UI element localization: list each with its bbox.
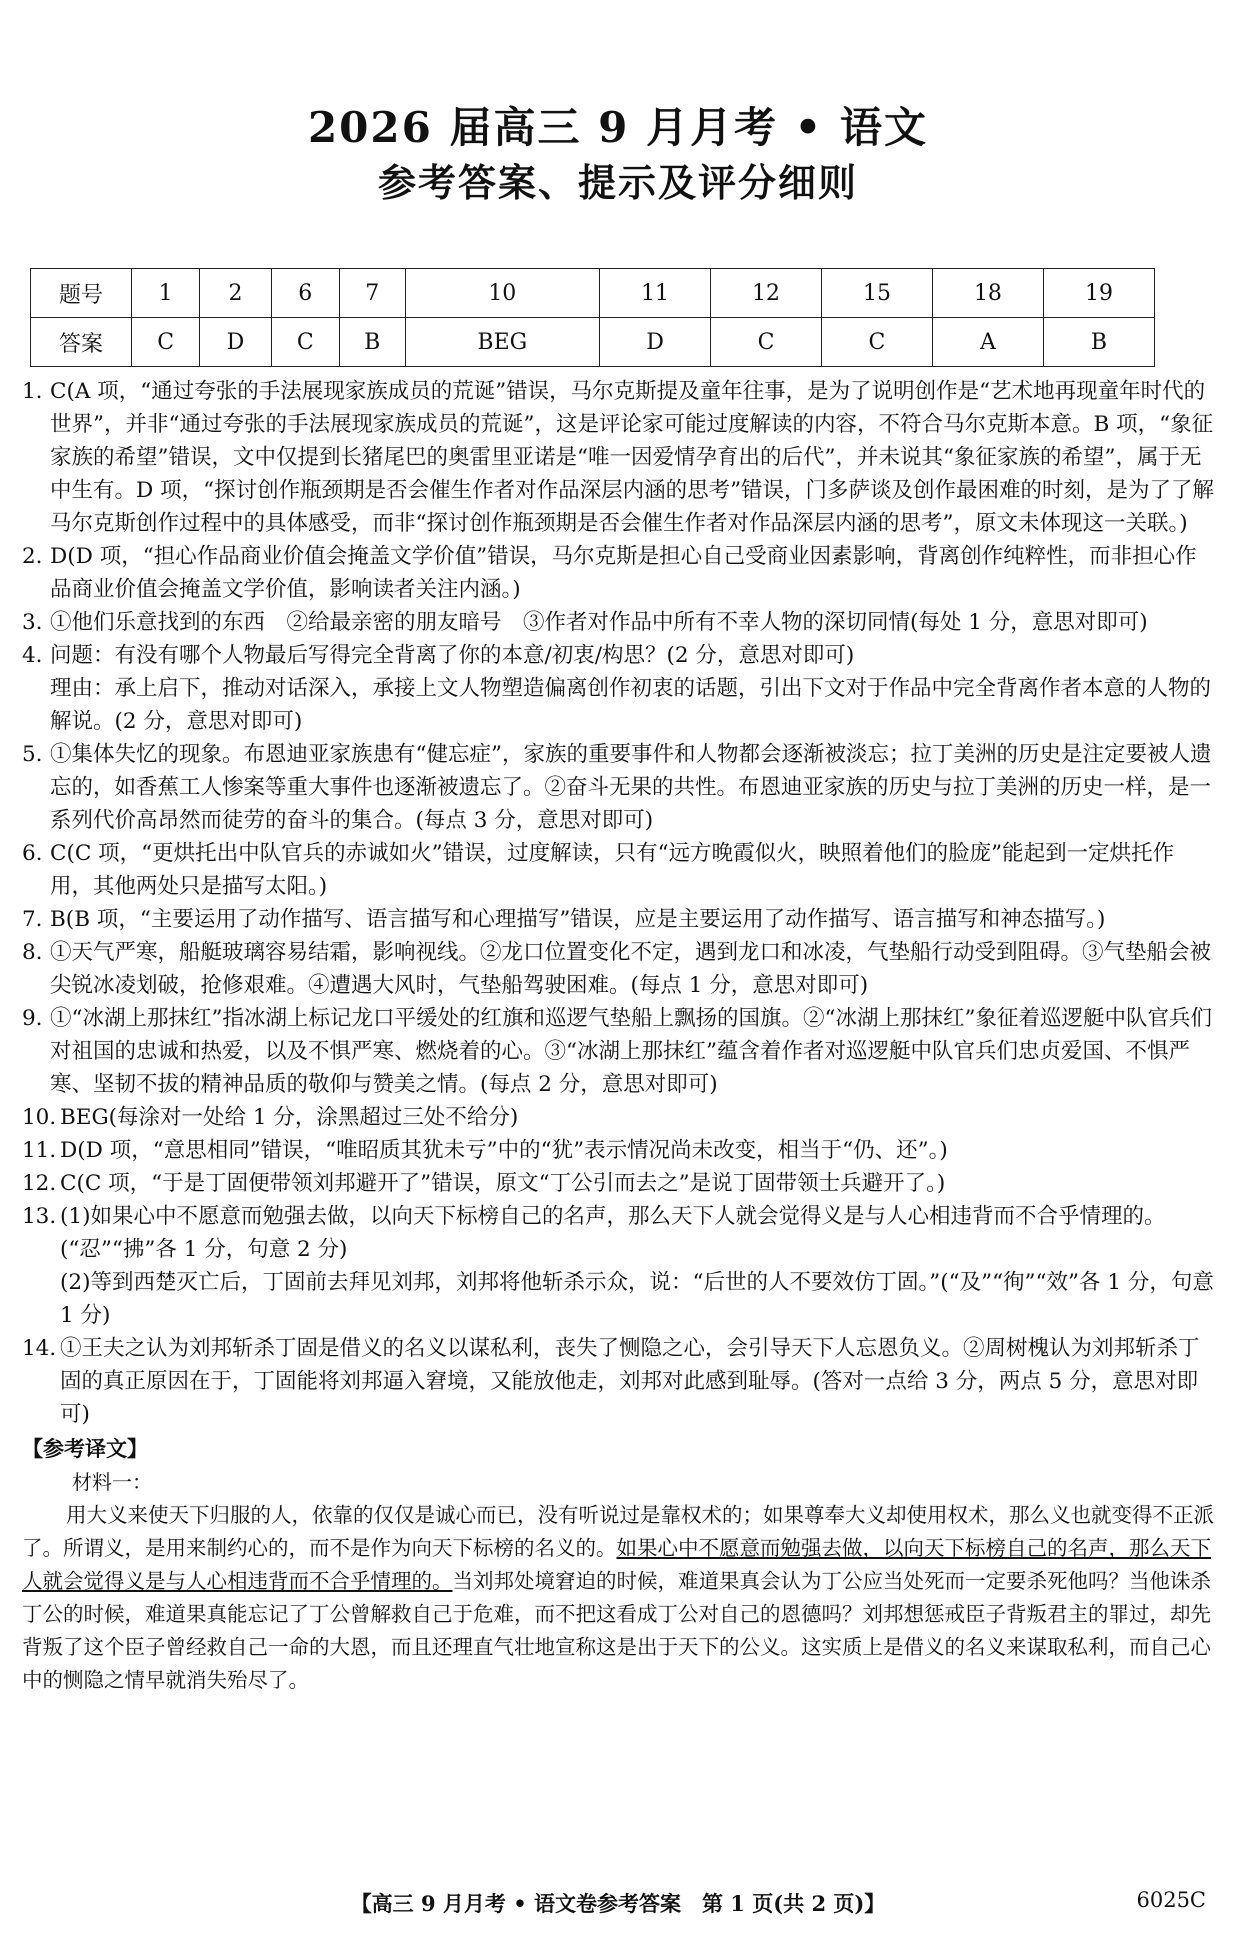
explanation-item: [22, 1332, 1217, 1431]
reference-heading: 【参考译文】: [22, 1437, 148, 1461]
answer-explanations: [22, 375, 1217, 1697]
item-text: C(C 项，“更烘托出中队官兵的赤诚如火”错误，过度解读，只有“远方晚霞似火，映照着他们的脸庞”能起到一定烘托作用，其他两处只是描写太阳。): [50, 841, 1175, 899]
question-number-cell: 12: [711, 269, 822, 318]
answer-cell: B: [339, 318, 405, 367]
item-number: 7.: [22, 907, 43, 932]
explanation-item: [22, 1134, 1217, 1167]
answer-cell: C: [271, 318, 339, 367]
item-number: 4.: [22, 643, 43, 668]
question-number-cell: 18: [932, 269, 1043, 318]
explanation-item: [22, 1167, 1217, 1200]
item-number: 8.: [22, 940, 43, 965]
item-text: ①“冰湖上那抹红”指冰湖上标记龙口平缓处的红旗和巡逻气垫船上飘扬的国旗。②“冰湖上那抹红”象征着巡逻艇中队官兵们对祖国的忠诚和热爱，以及不惧严寒、燃烧着的心。③“冰湖上那抹红”蕴含着作者对巡逻艇中队官兵们忠贞爱国、不惧严寒、坚韧不拔的精神品质的敬仰与赞美之情。(每点 2 分，意思对即可): [50, 1006, 1212, 1097]
item-text: C(A 项，“通过夸张的手法展现家族成员的荒诞”错误，马尔克斯提及童年往事，是为了说明创作是“艺术地再现童年时代的世界”，并非“通过夸张的手法展现家族成员的荒诞”，这是评论家可能过度解读的内容，不符合马尔克斯本意。B 项，“象征家族的希望”错误，文中仅提到长猪尾巴的奥雷里亚诺是“唯一因爱情孕育出的后代”，并未说其“象征家族的希望”，属于无中生有。D 项，“探讨创作瓶颈期是否会催生作者对作品深层内涵的思考”错误，门多萨谈及创作最困难的时刻，是为了了解马尔克斯创作过程中的具体感受，而非“探讨创作瓶颈期是否会催生作者对作品深层内涵的思考”，原文未体现这一关联。): [50, 379, 1215, 536]
item-number: 11.: [22, 1138, 57, 1163]
item-text: D(D 项，“担心作品商业价值会掩盖文学价值”错误，马尔克斯是担心自己受商业因素影响，背离创作纯粹性，而非担心作品商业价值会掩盖文学价值，影响读者关注内涵。): [50, 544, 1197, 602]
translation-text: 当刘邦处境窘迫的时候，难道果真会认为丁公应当处死而一定要杀死他吗？当他诛杀丁公的时候，难道果真能忘记了丁公曾解救自己于危难，而不把这看成丁公对自己的恩德吗？刘邦想惩戒臣子背叛君主的罪过，却先背叛了这个臣子曾经救自己一命的大恩，而且还理直气壮地宣称这是出于天下的公义。这实质上是借义的名义来谋取私利，而自己心中的恻隐之情早就消失殆尽了。: [22, 1569, 1211, 1692]
answer-cell: C: [132, 318, 200, 367]
explanation-item: [22, 738, 1217, 837]
explanation-item: [22, 903, 1217, 936]
page-subtitle: 参考答案、提示及评分细则: [377, 160, 858, 205]
answer-cell: D: [200, 318, 271, 367]
item-number: 9.: [22, 1006, 43, 1031]
item-subtext: 理由：承上启下，推动对话深入，承接上文人物塑造偏离创作初衷的话题，引出下文对于作品中完全背离作者本意的人物的解说。(2 分，意思对即可): [50, 676, 1212, 734]
question-number-cell: 6: [271, 269, 339, 318]
material-title: 材料一：: [72, 1470, 152, 1494]
question-number-row: [31, 269, 1155, 318]
question-number-cell: 11: [600, 269, 711, 318]
item-text: ①天气严寒，船艇玻璃容易结霜，影响视线。②龙口位置变化不定，遇到龙口和冰凌，气垫船行动受到阻碍。③气垫船会被尖锐冰凌划破，抢修艰难。④遭遇大风时，气垫船驾驶困难。(每点 1 分，意思对即可): [50, 940, 1212, 998]
question-number-cell: 2: [200, 269, 271, 318]
question-number-cell: 7: [339, 269, 405, 318]
translation-text: 用大义来使天下归服的人，依靠的仅仅是诚心而已，没有听说过是靠权术的；如果尊奉大义却使用权术，那么义也就变得不正派了。所谓义，是用来制约心的，而不是作为向天下标榜的名义的。: [22, 1503, 1214, 1560]
item-number: 5.: [22, 742, 43, 767]
question-number-cell: 15: [821, 269, 932, 318]
explanation-item: [22, 1200, 1217, 1332]
row-label-answer: 答案: [31, 318, 132, 367]
question-number-cell: 19: [1043, 269, 1154, 318]
item-text: 问题：有没有哪个人物最后写得完全背离了你的本意/初衷/构思？(2 分，意思对即可): [50, 643, 855, 668]
answer-cell: BEG: [405, 318, 599, 367]
question-number-cell: 10: [405, 269, 599, 318]
translation-paragraph: [22, 1499, 1217, 1697]
row-label-question: 题号: [31, 269, 132, 318]
answer-cell: D: [600, 318, 711, 367]
item-text: ①他们乐意找到的东西 ②给最亲密的朋友暗号 ③作者对作品中所有不幸人物的深切同情(每处 1 分，意思对即可): [50, 610, 1148, 635]
answer-cell: C: [821, 318, 932, 367]
answer-cell: A: [932, 318, 1043, 367]
explanation-item: [22, 606, 1217, 639]
question-number-cell: 1: [132, 269, 200, 318]
explanation-item: [22, 936, 1217, 1002]
item-text: (1)如果心中不愿意而勉强去做，以向天下标榜自己的名声，那么天下人就会觉得义是与人心相违背而不合乎情理的。(“忍”“拂”各 1 分，句意 2 分): [60, 1204, 1166, 1262]
explanation-item: [22, 540, 1217, 606]
translation-underlined-text: 如果心中不愿意而勉强去做，以向天下标榜自己的名声，那么天下人就会觉得义是与人心相违背而不合乎情理的。: [22, 1536, 1211, 1593]
explanation-item: [22, 1101, 1217, 1134]
item-number: 3.: [22, 610, 43, 635]
item-number: 1.: [22, 379, 43, 404]
item-number: 12.: [22, 1171, 57, 1196]
item-text: C(C 项，“于是丁固便带领刘邦避开了”错误，原文“丁公引而去之”是说丁固带领士兵避开了。): [60, 1171, 946, 1196]
explanation-item: [22, 375, 1217, 540]
explanation-item: [22, 639, 1217, 738]
page-title: 2026 届高三 9 月月考 • 语文: [307, 103, 929, 152]
item-text: ①王夫之认为刘邦斩杀丁固是借义的名义以谋私利，丧失了恻隐之心，会引导天下人忘恩负义。②周树槐认为刘邦斩杀丁固的真正原因在于，丁固能将刘邦逼入窘境，又能放他走，刘邦对此感到耻辱。(答对一点给 3 分，两点 5 分，意思对即可): [60, 1336, 1200, 1427]
item-text: B(B 项，“主要运用了动作描写、语言描写和心理描写”错误，应是主要运用了动作描写、语言描写和神态描写。): [50, 907, 1106, 932]
explanation-item: [22, 1002, 1217, 1101]
item-text: D(D 项，“意思相同”错误，“唯昭质其犹未亏”中的“犹”表示情况尚未改变，相当于“仍、还”。): [60, 1138, 948, 1163]
explanation-item: [22, 837, 1217, 903]
item-number: 6.: [22, 841, 43, 866]
item-number: 2.: [22, 544, 43, 569]
item-number: 14.: [22, 1336, 57, 1361]
answer-cell: C: [711, 318, 822, 367]
page-footer: 【高三 9 月月考 • 语文卷参考答案 第 1 页(共 2 页)】: [350, 1891, 886, 1916]
item-text: BEG(每涂对一处给 1 分，涂黑超过三处不给分): [60, 1105, 519, 1130]
paper-code: 6025C: [1136, 1888, 1206, 1912]
answer-table: [30, 268, 1155, 367]
item-number: 13.: [22, 1204, 57, 1229]
item-text: ①集体失忆的现象。布恩迪亚家族患有“健忘症”，家族的重要事件和人物都会逐渐被淡忘；拉丁美洲的历史是注定要被人遗忘的，如香蕉工人惨案等重大事件也逐渐被遗忘了。②奋斗无果的共性。布恩迪亚家族的历史与拉丁美洲的历史一样，是一系列代价高昂然而徒劳的奋斗的集合。(每点 3 分，意思对即可): [50, 742, 1212, 833]
answer-row: [31, 318, 1155, 367]
item-subtext: (2)等到西楚灭亡后，丁固前去拜见刘邦，刘邦将他斩杀示众，说：“后世的人不要效仿丁固。”(“及”“徇”“效”各 1 分，句意 1 分): [60, 1270, 1214, 1328]
item-number: 10.: [22, 1105, 57, 1130]
answer-cell: B: [1043, 318, 1154, 367]
